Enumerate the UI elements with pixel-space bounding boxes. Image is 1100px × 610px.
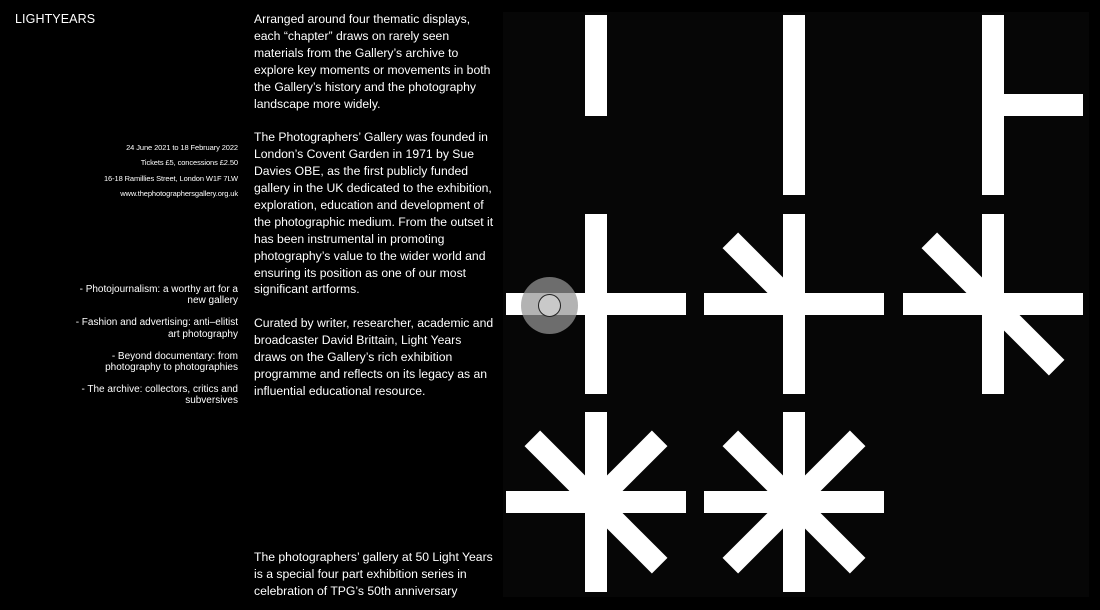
chapter-item[interactable]: - The archive: collectors, critics and subversives <box>81 384 238 407</box>
website-link[interactable]: www.thephotographersgallery.org.uk <box>120 188 238 198</box>
description-paragraph: Curated by writer, researcher, academic and broadcaster David Brittain, Light Years draws on the Gallery’s rich exhibition programme and reflects on its legacy as an influential educational resource. <box>254 316 494 398</box>
ticket-prices: Tickets £5, concessions £2.50 <box>140 158 238 168</box>
glyph-5 <box>715 225 873 383</box>
chapter-item[interactable]: - Fashion and advertising: anti–elitist art photography <box>75 317 238 340</box>
glyph-8 <box>715 423 873 581</box>
glyph-6 <box>914 225 1072 383</box>
chapter-item[interactable]: - Photojournalism: a worthy art for a new gallery <box>79 284 238 307</box>
description-paragraph: Arranged around four thematic displays, each “chapter” draws on rarely seen materials from the Gallery’s archive to explore key moments or movements in both the Gallery’s history and the photography landscape more widely. <box>254 12 491 111</box>
site-title[interactable]: LIGHTYEARS <box>15 12 96 26</box>
cursor-dot <box>538 294 561 317</box>
anniversary-note: The photographers’ gallery at 50 Light Years is a special four part exhibition series in celebration of TPG’s 50th anniversary <box>254 550 493 598</box>
glyph-grid <box>503 12 1089 597</box>
cursor-indicator <box>521 277 578 334</box>
chapter-item[interactable]: - Beyond documentary: from photography to photographies <box>105 350 238 374</box>
glyph-7 <box>517 423 675 581</box>
glyph-3 <box>993 26 1072 184</box>
exhibition-description <box>254 11 494 417</box>
glyph-grid-svg <box>503 12 1089 597</box>
exhibition-info <box>38 140 238 201</box>
chapter-list <box>68 284 238 418</box>
description-paragraph: The Photographers’ Gallery was founded in London’s Covent Garden in 1971 by Sue Davies OBE, as the first publicly funded gallery in the UK dedicated to the exhibition, exploration, education and development of the photographic medium. From the outset it has been instrumental in promoting photography’s value to the wider world and ensuring its position as one of our most significant artforms. <box>254 130 494 297</box>
gallery-address: 16-18 Ramillies Street, London W1F 7LW <box>103 173 238 183</box>
exhibition-dates: 24 June 2021 to 18 February 2022 <box>126 143 238 152</box>
